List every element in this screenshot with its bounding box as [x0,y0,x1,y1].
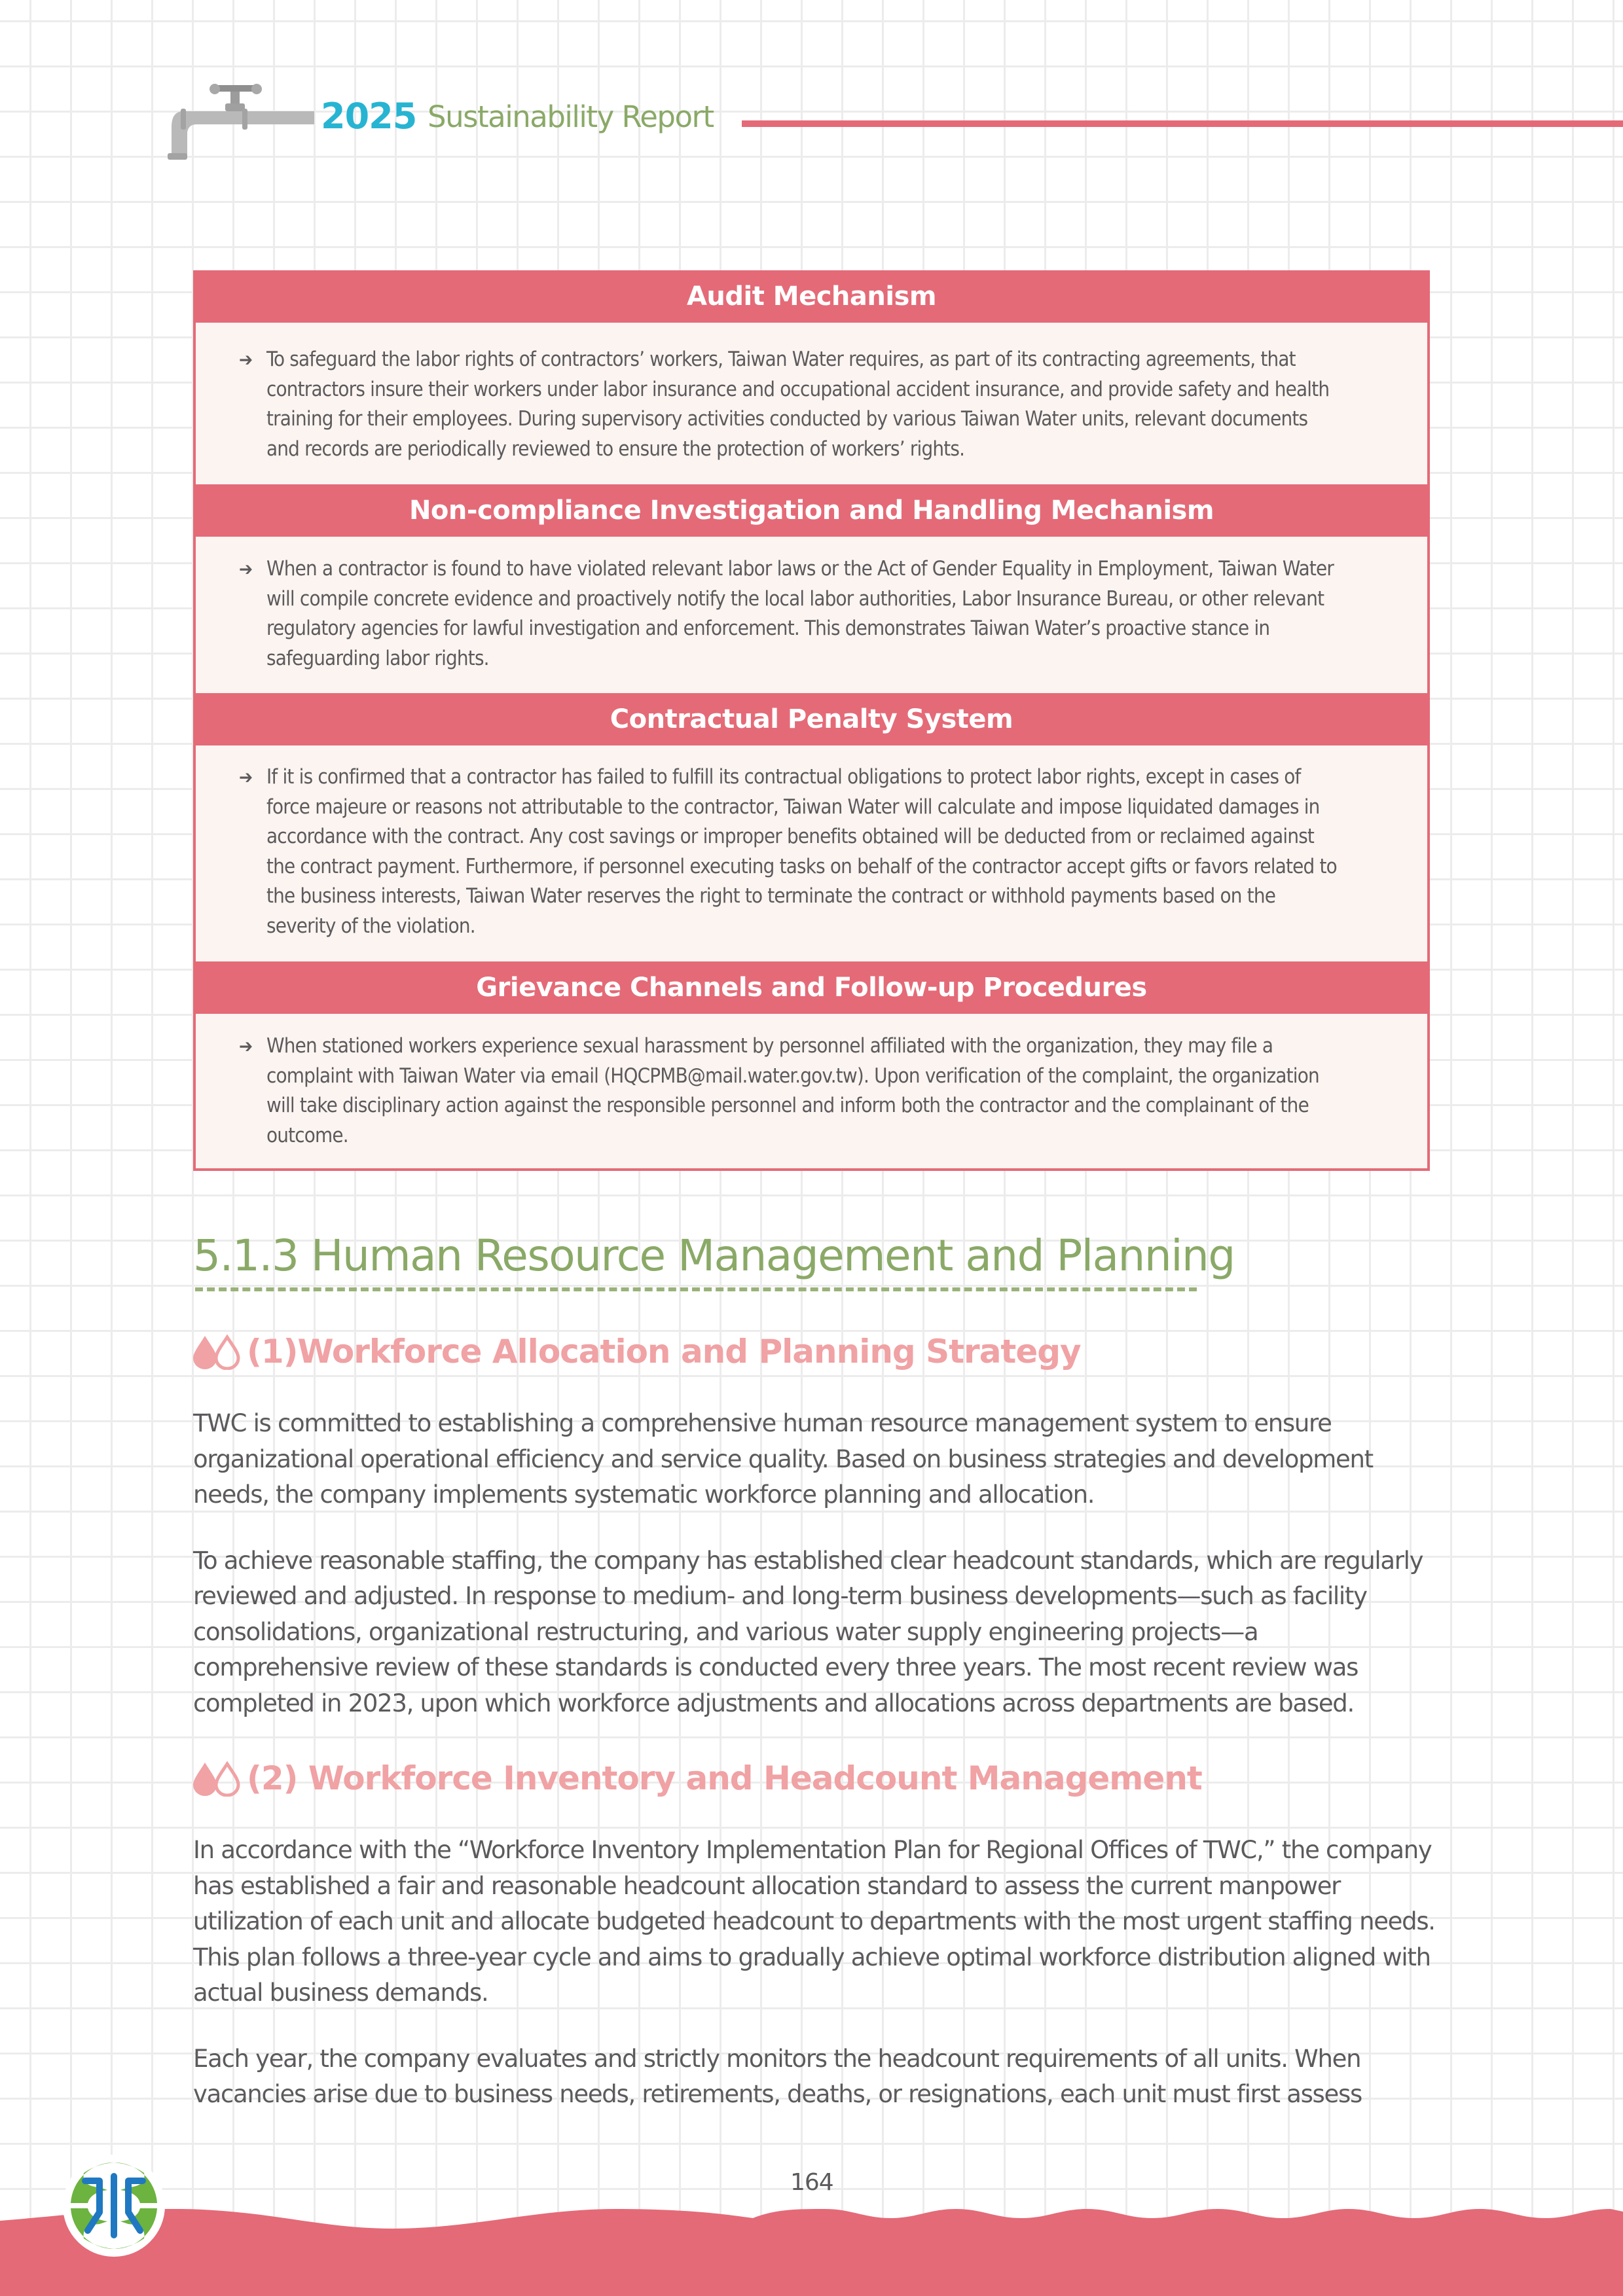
section-header-grievance: Grievance Channels and Follow-up Procedures [196,961,1427,1014]
section-header-penalty: Contractual Penalty System [196,693,1427,745]
subsection-title-1: (1)Workforce Allocation and Planning Strategy [247,1333,1081,1371]
taiwan-water-logo [62,2153,166,2258]
paragraph: In accordance with the “Workforce Inventory Implementation Plan for Regional Offices of TWC,” the company has established a fair and reasonable headcount allocation standard to assess the current manpower utilization of each unit and allocate budgeted headcount to departments with the most urgent staffing needs. This plan follows a three-year cycle and aims to gradually achieve optimal workforce distribution aligned with actual business demands. [193,1836,1435,2007]
section-header-audit: Audit Mechanism [196,270,1427,323]
subsection-body-1 [193,1406,1437,1721]
arrow-right-icon: ➔ [239,1035,253,1057]
section-body-grievance [196,1031,1427,1151]
penalty-text: If it is confirmed that a contractor has failed to fulfill its contractual obligations to protect labor rights, except in cases of force majeure or reasons not attributable to the contractor, Taiwan Water will calculate and impose liquidated damages in accordance with the contract. Any cost savings or improper benefits obtained will be deducted from or reclaimed against the contract payment. Furthermore, if personnel executing tasks on behalf of the contractor accept gifts or favors related to the business interests, Taiwan Water reserves the right to terminate the contract or withhold payments based on the severity of the violation. [266,765,1337,938]
faucet-icon [157,84,314,162]
page-number: 164 [790,2169,833,2196]
paragraph: Each year, the company evaluates and strictly monitors the headcount requirements of all units. When vacancies arise due to business needs, retirements, deaths, or resignations, each unit must first assess [193,2044,1362,2108]
paragraph: TWC is committed to establishing a comprehensive human resource management system to ensure organizational operational efficiency and service quality. Based on business strategies and development needs, the company implements systematic workforce planning and allocation. [193,1409,1373,1509]
section-header-noncompliance: Non-compliance Investigation and Handling Mechanism [196,484,1427,537]
arrow-right-icon: ➔ [239,766,253,788]
header-divider [742,120,1623,127]
arrow-right-icon: ➔ [239,558,253,580]
subsection-heading-2 [192,1759,1202,1797]
section-body-noncompliance [196,554,1427,673]
water-drops-icon [192,1333,242,1370]
paragraph: To achieve reasonable staffing, the company has established clear headcount standards, which are regularly reviewed and adjusted. In response to medium- and long-term business developments—such as facility consolidations, organizational restructuring, and various water supply engineering projects—a comprehensive review of these standards is conducted every three years. The most recent review was completed in 2023, upon which workforce adjustments and allocations across departments are based. [193,1546,1423,1717]
contractor-labor-rights-table [193,270,1430,1171]
noncompliance-text: When a contractor is found to have violated relevant labor laws or the Act of Gender Equality in Employment, Taiwan Water will compile concrete evidence and proactively notify the local labor authorities, Labor Insurance Bureau, or other relevant regulatory agencies for lawful investigation and enforcement. This demonstrates Taiwan Water’s proactive stance in safeguarding labor rights. [266,557,1334,670]
subsection-body-2 [193,1833,1437,2113]
section-title-underline [195,1287,1197,1291]
section-body-audit [196,345,1427,464]
section-body-penalty [196,762,1427,941]
footer-wave-band [0,2209,1623,2296]
subsection-title-2: (2) Workforce Inventory and Headcount Management [247,1759,1202,1797]
subsection-heading-1 [192,1333,1081,1371]
water-drops-icon [192,1760,242,1797]
report-title: Sustainability Report [428,99,714,134]
grievance-text: When stationed workers experience sexual harassment by personnel affiliated with the organization, they may file a complaint with Taiwan Water via email (HQCPMB@mail.water.gov.tw). Upon verification of the complaint, the organization will take disciplinary action against the responsible personnel and inform both the contractor and the complainant of the outcome. [266,1034,1319,1147]
audit-text: To safeguard the labor rights of contractors’ workers, Taiwan Water requires, as part of its contracting agreements, that contractors insure their workers under labor insurance and occupational accident insurance, and provide safety and health training for their employees. During supervisory activities conducted by various Taiwan Water units, relevant documents and records are periodically reviewed to ensure the protection of workers’ rights. [266,348,1330,461]
arrow-right-icon: ➔ [239,349,253,370]
report-year: 2025 [321,96,417,137]
section-title: 5.1.3 Human Resource Management and Planning [193,1230,1235,1281]
